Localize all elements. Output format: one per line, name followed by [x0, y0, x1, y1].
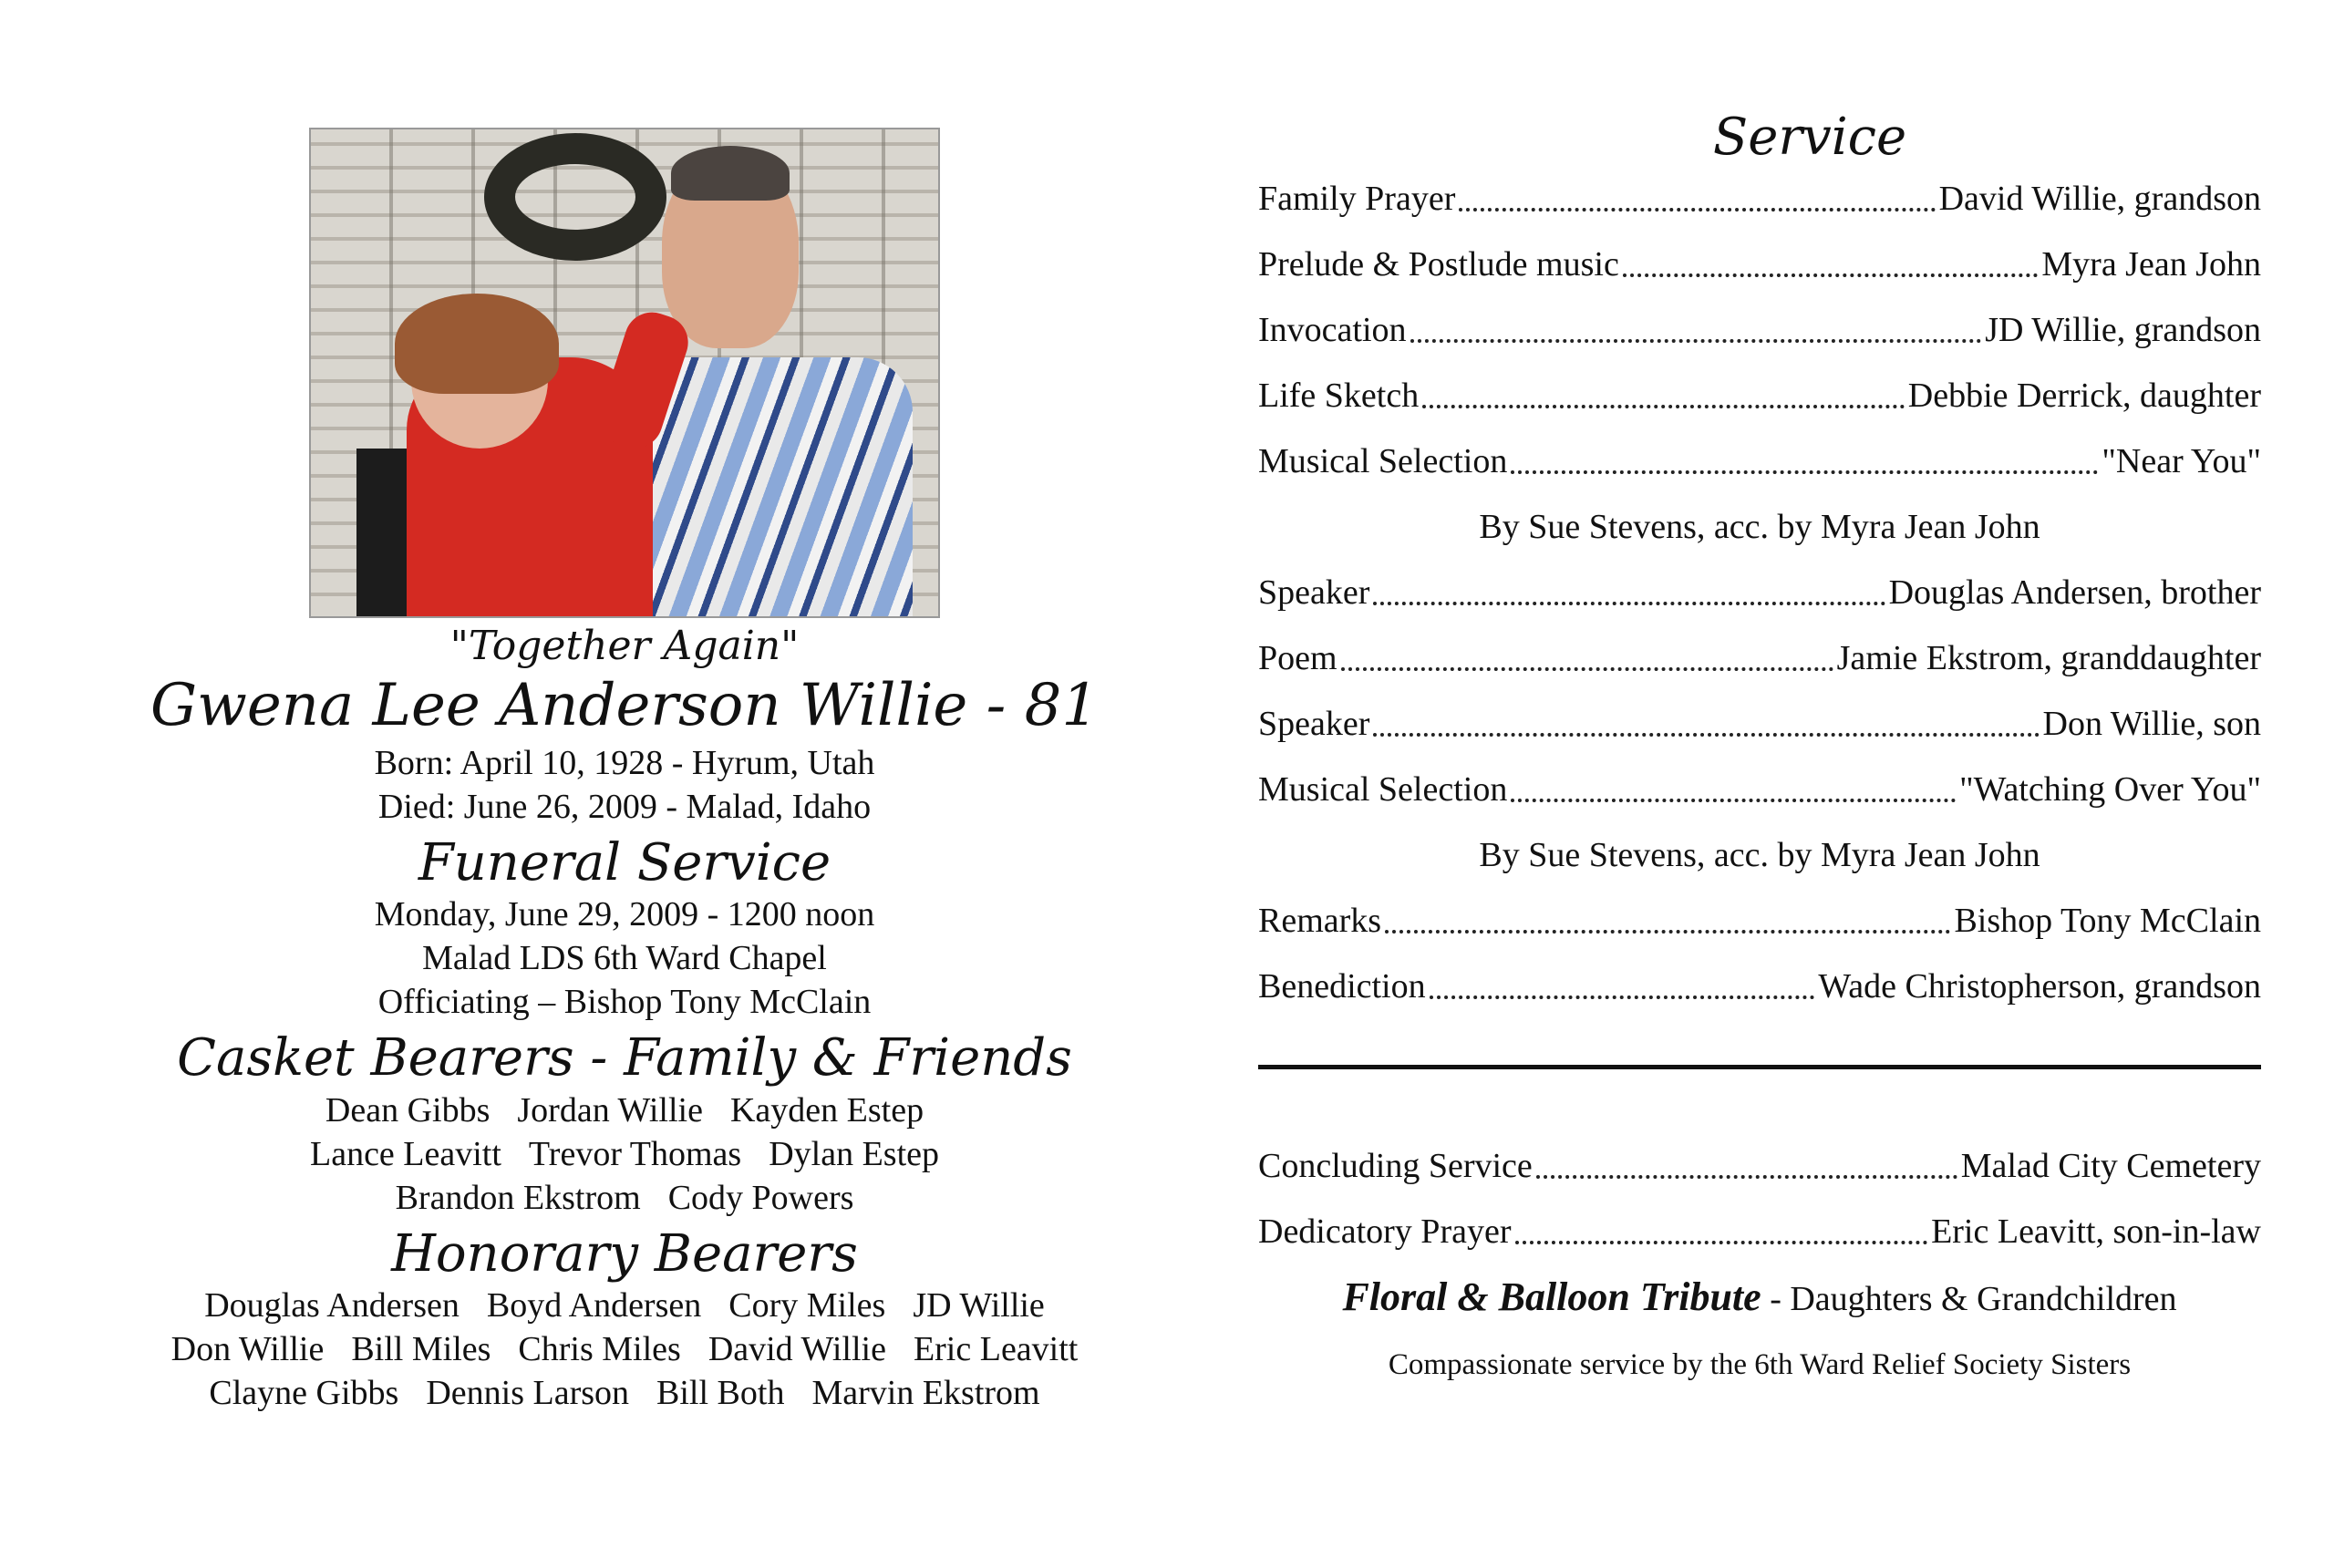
program-label: Musical Selection [1258, 769, 1508, 809]
program-label: Speaker [1258, 573, 1370, 612]
program-value: Eric Leavitt, son-in-law [1931, 1212, 2261, 1251]
dot-leader [1422, 405, 1905, 408]
program-value: JD Willie, grandson [1985, 310, 2261, 349]
program-value: Debbie Derrick, daughter [1907, 376, 2261, 415]
honorary-name: Cory Miles [728, 1286, 886, 1326]
tribute-detail: - Daughters & Grandchildren [1761, 1279, 2177, 1318]
program-label: Benediction [1258, 966, 1426, 1006]
honorary-name: Boyd Andersen [486, 1286, 702, 1326]
program-value: "Watching Over You" [1959, 769, 2261, 809]
honorary-name: Douglas Andersen [204, 1286, 460, 1326]
bearer-name: Jordan Willie [517, 1090, 703, 1130]
honorary-name: Dennis Larson [426, 1374, 630, 1413]
program-label: Life Sketch [1258, 376, 1420, 415]
program-value: "Near You" [2102, 441, 2261, 480]
bearer-name: Kayden Estep [729, 1090, 924, 1130]
program-row [1258, 560, 2261, 625]
program-row [1258, 232, 2261, 297]
dot-leader [1623, 273, 2039, 277]
program-row [1258, 363, 2261, 428]
program-value: David Willie, grandson [1938, 179, 2261, 218]
dot-leader [1515, 1241, 1928, 1244]
honorary-name: Don Willie [170, 1330, 325, 1369]
service-heading: Service [1712, 108, 1907, 167]
officiating-line: Officiating – Bishop Tony McClain [377, 983, 872, 1022]
program-label: Invocation [1258, 310, 1407, 349]
program-value: Bishop Tony McClain [1954, 901, 2261, 940]
dot-leader [1373, 733, 2039, 737]
program-row [1258, 757, 2261, 822]
program-label: Remarks [1258, 901, 1382, 940]
dot-leader [1511, 799, 1956, 802]
program-row [1258, 297, 2261, 363]
program-label: Concluding Service [1258, 1146, 1533, 1185]
bearer-name: Cody Powers [667, 1178, 854, 1217]
dot-leader [1341, 667, 1833, 671]
section-divider [1258, 1065, 2261, 1069]
memorial-left-panel [91, 128, 1158, 1415]
wreath-graphic [484, 133, 666, 261]
born-line: Born: April 10, 1928 - Hyrum, Utah [374, 743, 875, 782]
bearer-name: Dean Gibbs [325, 1090, 491, 1130]
program-value: Jamie Ekstrom, granddaughter [1836, 638, 2261, 677]
tribute-title: Floral & Balloon Tribute [1342, 1274, 1761, 1319]
casket-row [91, 1176, 1158, 1220]
honorary-row [91, 1327, 1158, 1371]
dot-leader [1536, 1175, 1957, 1179]
funeral-place: Malad LDS 6th Ward Chapel [422, 939, 827, 978]
program-sub-line: By Sue Stevens, acc. by Myra Jean John [1479, 507, 2040, 546]
program-row [1258, 691, 2261, 757]
honorary-name: David Willie [707, 1330, 886, 1369]
honorary-row [91, 1284, 1158, 1327]
casket-bearers-heading: Casket Bearers - Family & Friends [177, 1028, 1072, 1088]
bearer-name: Lance Leavitt [309, 1134, 501, 1173]
program-label: Musical Selection [1258, 441, 1508, 480]
died-line: Died: June 26, 2009 - Malad, Idaho [377, 787, 872, 826]
honorary-name: Eric Leavitt [913, 1330, 1079, 1369]
honorary-name: Chris Miles [518, 1330, 681, 1369]
dot-leader [1459, 208, 1935, 211]
program-list [1258, 166, 2261, 1019]
compassion-line: Compassionate service by the 6th Ward Relief Society Sisters [1388, 1347, 2132, 1381]
program-sub-line: By Sue Stevens, acc. by Myra Jean John [1479, 835, 2040, 874]
dot-leader [1511, 470, 2098, 474]
program-value: Douglas Andersen, brother [1888, 573, 2261, 612]
program-row [1258, 888, 2261, 954]
honorary-name: Clayne Gibbs [209, 1374, 399, 1413]
honorary-row [91, 1371, 1158, 1415]
dot-leader [1385, 930, 1950, 934]
program-row [1258, 166, 2261, 232]
program-row [1258, 1199, 2261, 1264]
program-label: Dedicatory Prayer [1258, 1212, 1512, 1251]
dot-leader [1410, 339, 1982, 343]
funeral-service-heading: Funeral Service [418, 832, 831, 892]
program-label: Poem [1258, 638, 1337, 677]
program-row [1258, 1133, 2261, 1199]
casket-row [91, 1088, 1158, 1132]
program-label: Family Prayer [1258, 179, 1456, 218]
dot-leader [1430, 995, 1815, 999]
deceased-name: Gwena Lee Anderson Willie - 81 [150, 672, 1100, 740]
service-program-panel [1258, 109, 2261, 1398]
program-row [1258, 625, 2261, 691]
program-label: Speaker [1258, 704, 1370, 743]
couple-photo [309, 128, 940, 618]
bearer-name: Brandon Ekstrom [395, 1178, 641, 1217]
program-label: Prelude & Postlude music [1258, 244, 1619, 284]
honorary-name: JD Willie [913, 1286, 1045, 1326]
honorary-name: Bill Both [656, 1374, 785, 1413]
honorary-bearers-heading: Honorary Bearers [391, 1223, 858, 1284]
casket-row [91, 1132, 1158, 1176]
photo-caption: "Together Again" [449, 623, 800, 669]
concluding-list [1258, 1133, 2261, 1264]
honorary-name: Bill Miles [351, 1330, 491, 1369]
program-value: Wade Christopherson, grandson [1818, 966, 2261, 1006]
program-value: Myra Jean John [2041, 244, 2261, 284]
program-value: Don Willie, son [2042, 704, 2261, 743]
bearer-name: Trevor Thomas [528, 1134, 742, 1173]
funeral-date: Monday, June 29, 2009 - 1200 noon [374, 895, 875, 934]
dot-leader [1373, 602, 1885, 605]
program-row [1258, 428, 2261, 494]
bearer-name: Dylan Estep [769, 1134, 940, 1173]
honorary-name: Marvin Ekstrom [811, 1374, 1040, 1413]
program-row [1258, 954, 2261, 1019]
program-value: Malad City Cemetery [1960, 1146, 2261, 1185]
tribute-line [1258, 1264, 2261, 1332]
